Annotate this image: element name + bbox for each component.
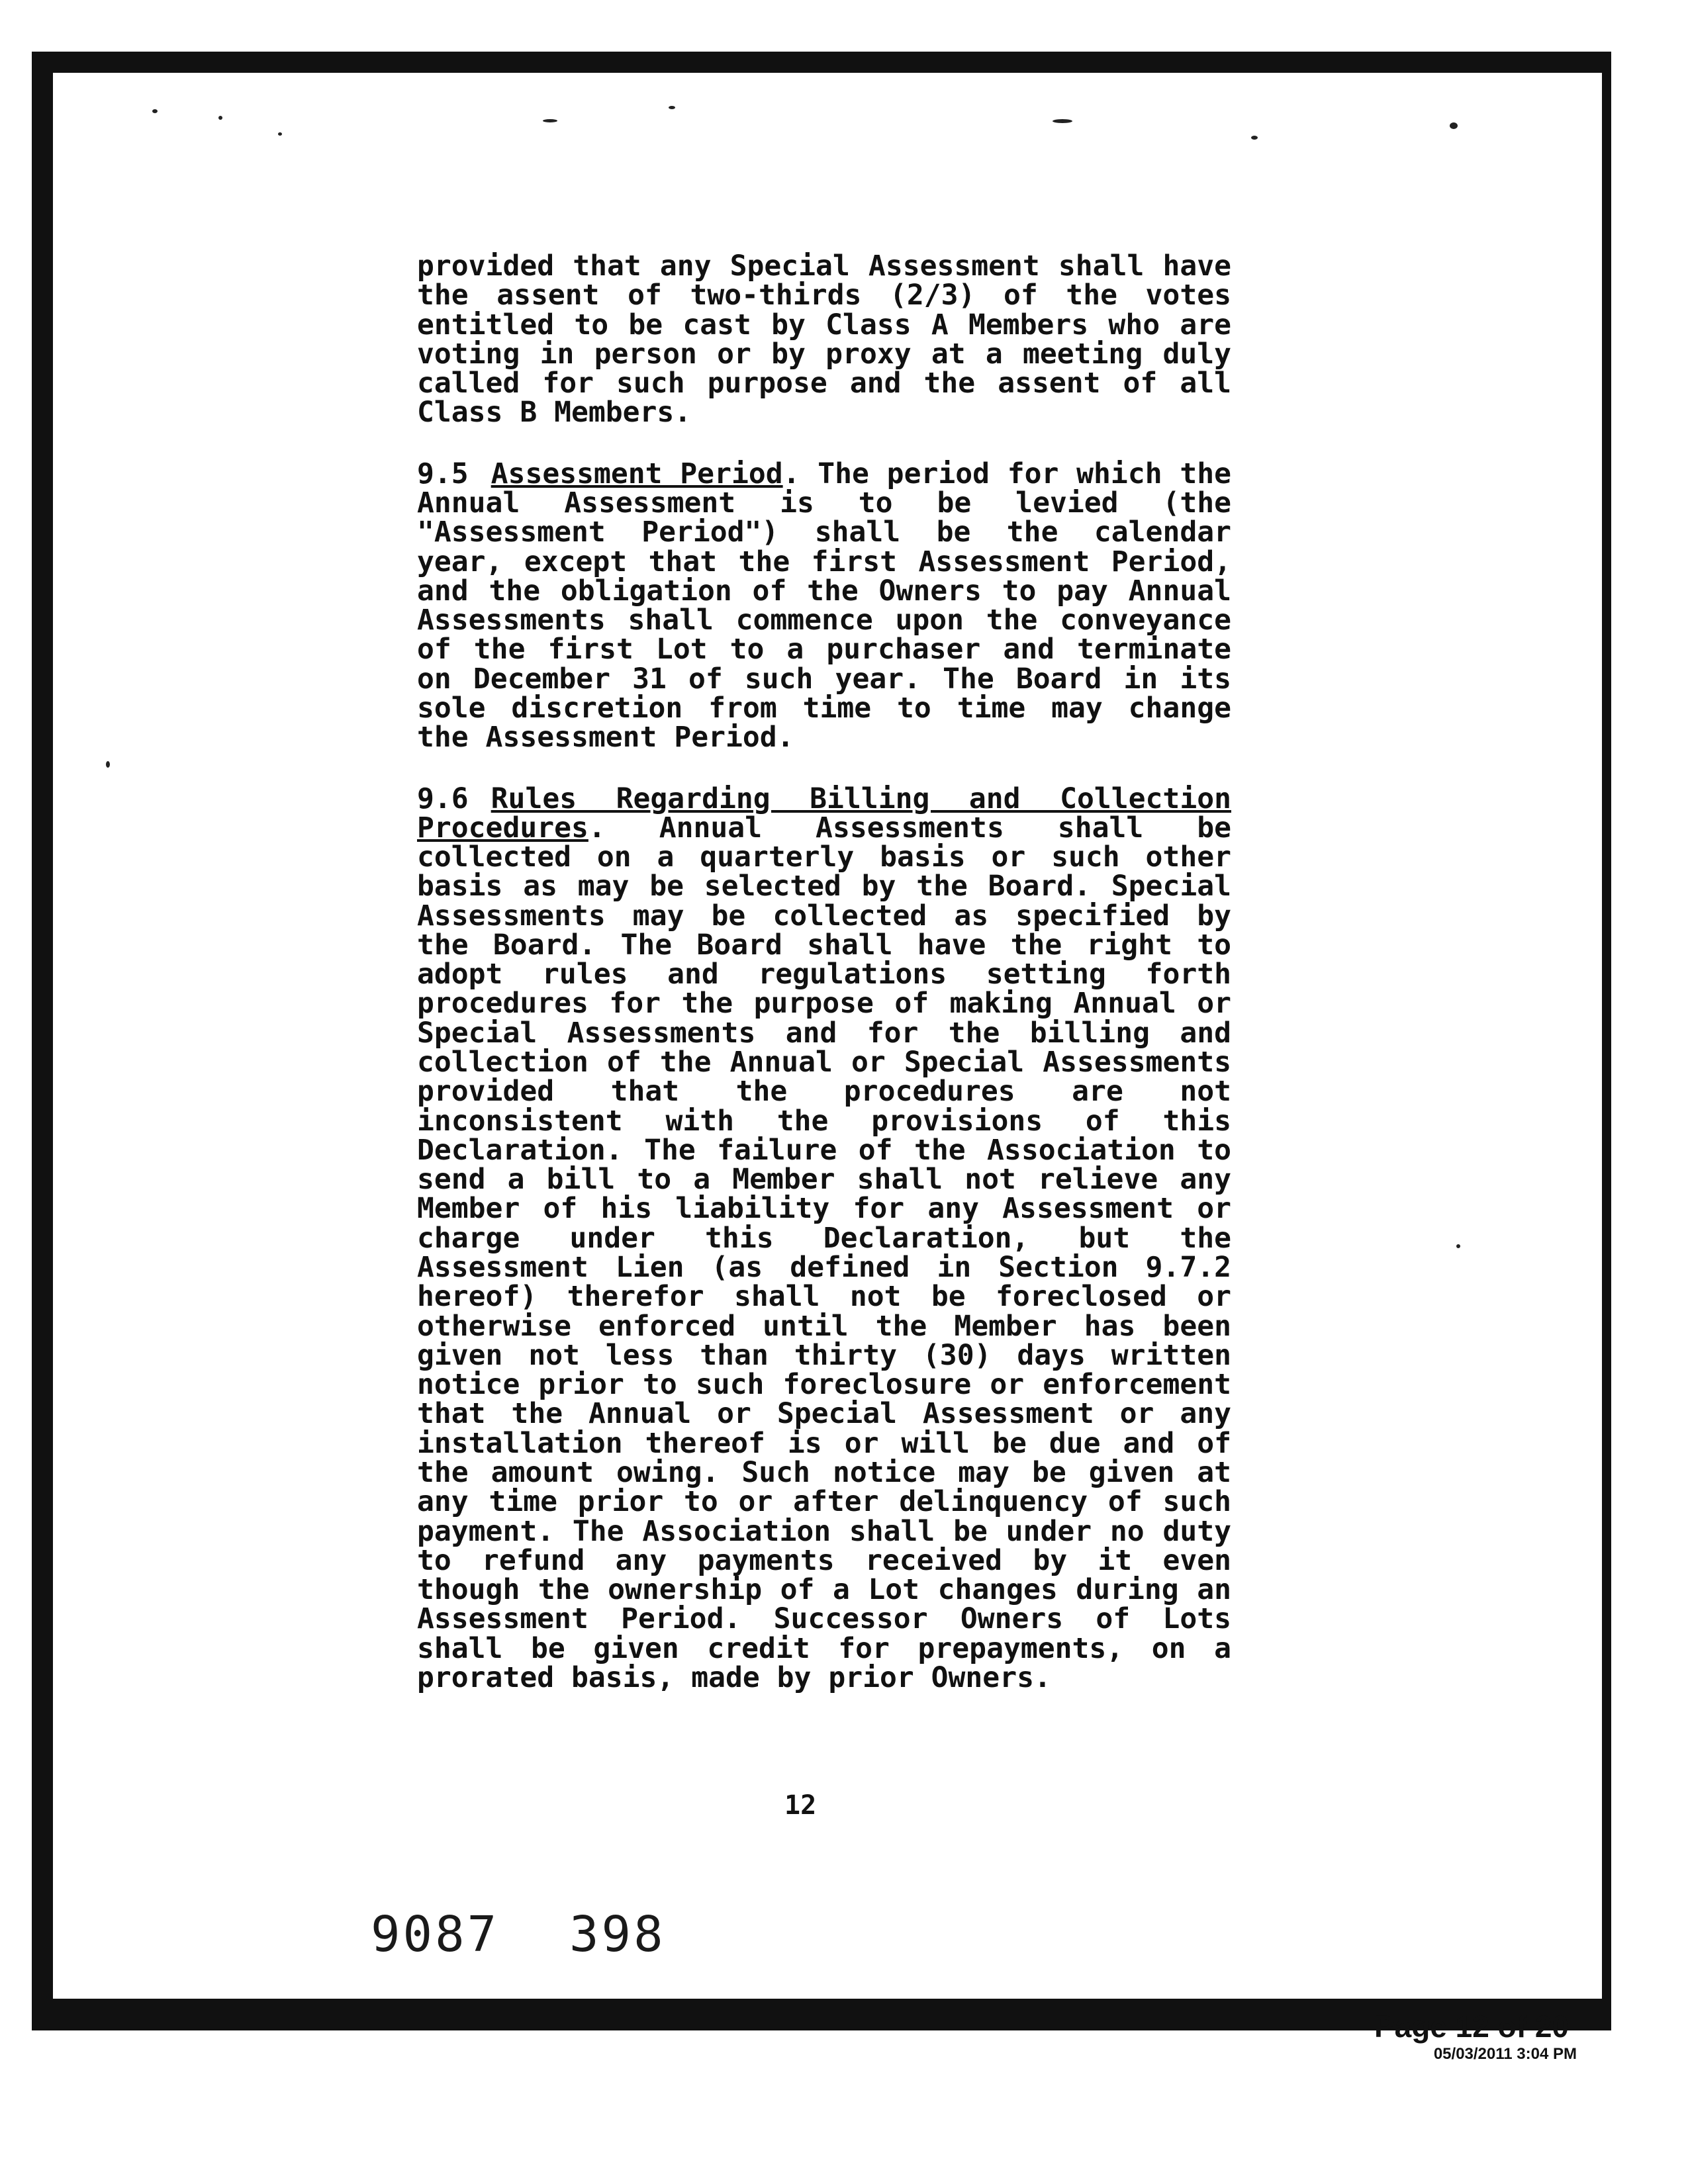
scan-speck (1251, 136, 1258, 140)
page-number: 12 (784, 1790, 817, 1821)
section-number: 9.6 (417, 782, 469, 815)
scan-speck (106, 761, 110, 768)
section-text: . The period for which the Annual Assessment is to be levied (the "Assessment Period") shall be the calendar year, except that the first Assessment Period, and the obligation of the Owners to pay Annual Assessments shall commence upon the conveyance of the first Lot to a purchaser and terminate on December 31 of such year. The Board in its sole discretion from time to time may change the Assessment Period. (417, 457, 1232, 754)
page-count-footer: Page 12 of 20 (1374, 2009, 1569, 2044)
section-number: 9.5 (417, 457, 469, 490)
book-number-stamp: 9087 (371, 1906, 500, 1963)
scan-speck (669, 106, 675, 109)
scan-speck (1053, 119, 1072, 123)
scan-speck (1456, 1244, 1460, 1248)
paragraph-text: provided that any Special Assessment shall have the assent of two-thirds (2/3) of the votes entitled to be cast by Class A Members who are voting in person or by proxy at a meeting duly called for such purpose and the assent of all Class B Members. (417, 250, 1231, 430)
scan-speck (218, 116, 222, 120)
scan-speck (278, 132, 282, 136)
scan-speck (152, 109, 158, 113)
section-text: . Annual Assessments shall be collected on a quarterly basis or such other basis as may be selected by the Board. Special Assessments may be collected as specified by the Board. The Board shall have the right to adopt rules and regulations setting forth procedures for the purpose of making Annual or Special Assessments and for the billing and collection of the Annual or Special Assessments provided that the procedures are not inconsistent with the provisions of this Declaration. The failure of the Association to send a bill to a Member shall not relieve any Member of his liability for any Assessment or charge under this Declaration, but the Assessment Lien (as defined in Section 9.7.2 hereof) therefor shall not be foreclosed or otherwise enforced until the Member has been given not less than thirty (30) days written notice prior to such foreclosure or enforcement that the Annual or Special Assessment or any installation thereof is or will be due and of the amount owing. Such notice may be given at any time prior to or after delinquency of such payment. The Association shall be under no duty to refund any payments received by it even though the ownership of a Lot changes during an Assessment Period. Successor Owners of Lots shall be given credit for prepayments, on a prorated basis, made by prior Owners. (417, 811, 1231, 1694)
section-9-5 (417, 459, 1231, 752)
page-number-stamp: 398 (569, 1906, 666, 1963)
section-9-6 (417, 784, 1231, 1693)
scan-speck (1450, 122, 1458, 129)
paragraph-assent (417, 251, 1231, 428)
document-body (417, 251, 1231, 1724)
scan-speck (543, 119, 557, 122)
section-title: Assessment Period (491, 457, 783, 490)
footer-timestamp: 05/03/2011 3:04 PM (1433, 2045, 1577, 2063)
section-title: Rules Regarding Billing and Collection Procedures (417, 782, 1231, 844)
